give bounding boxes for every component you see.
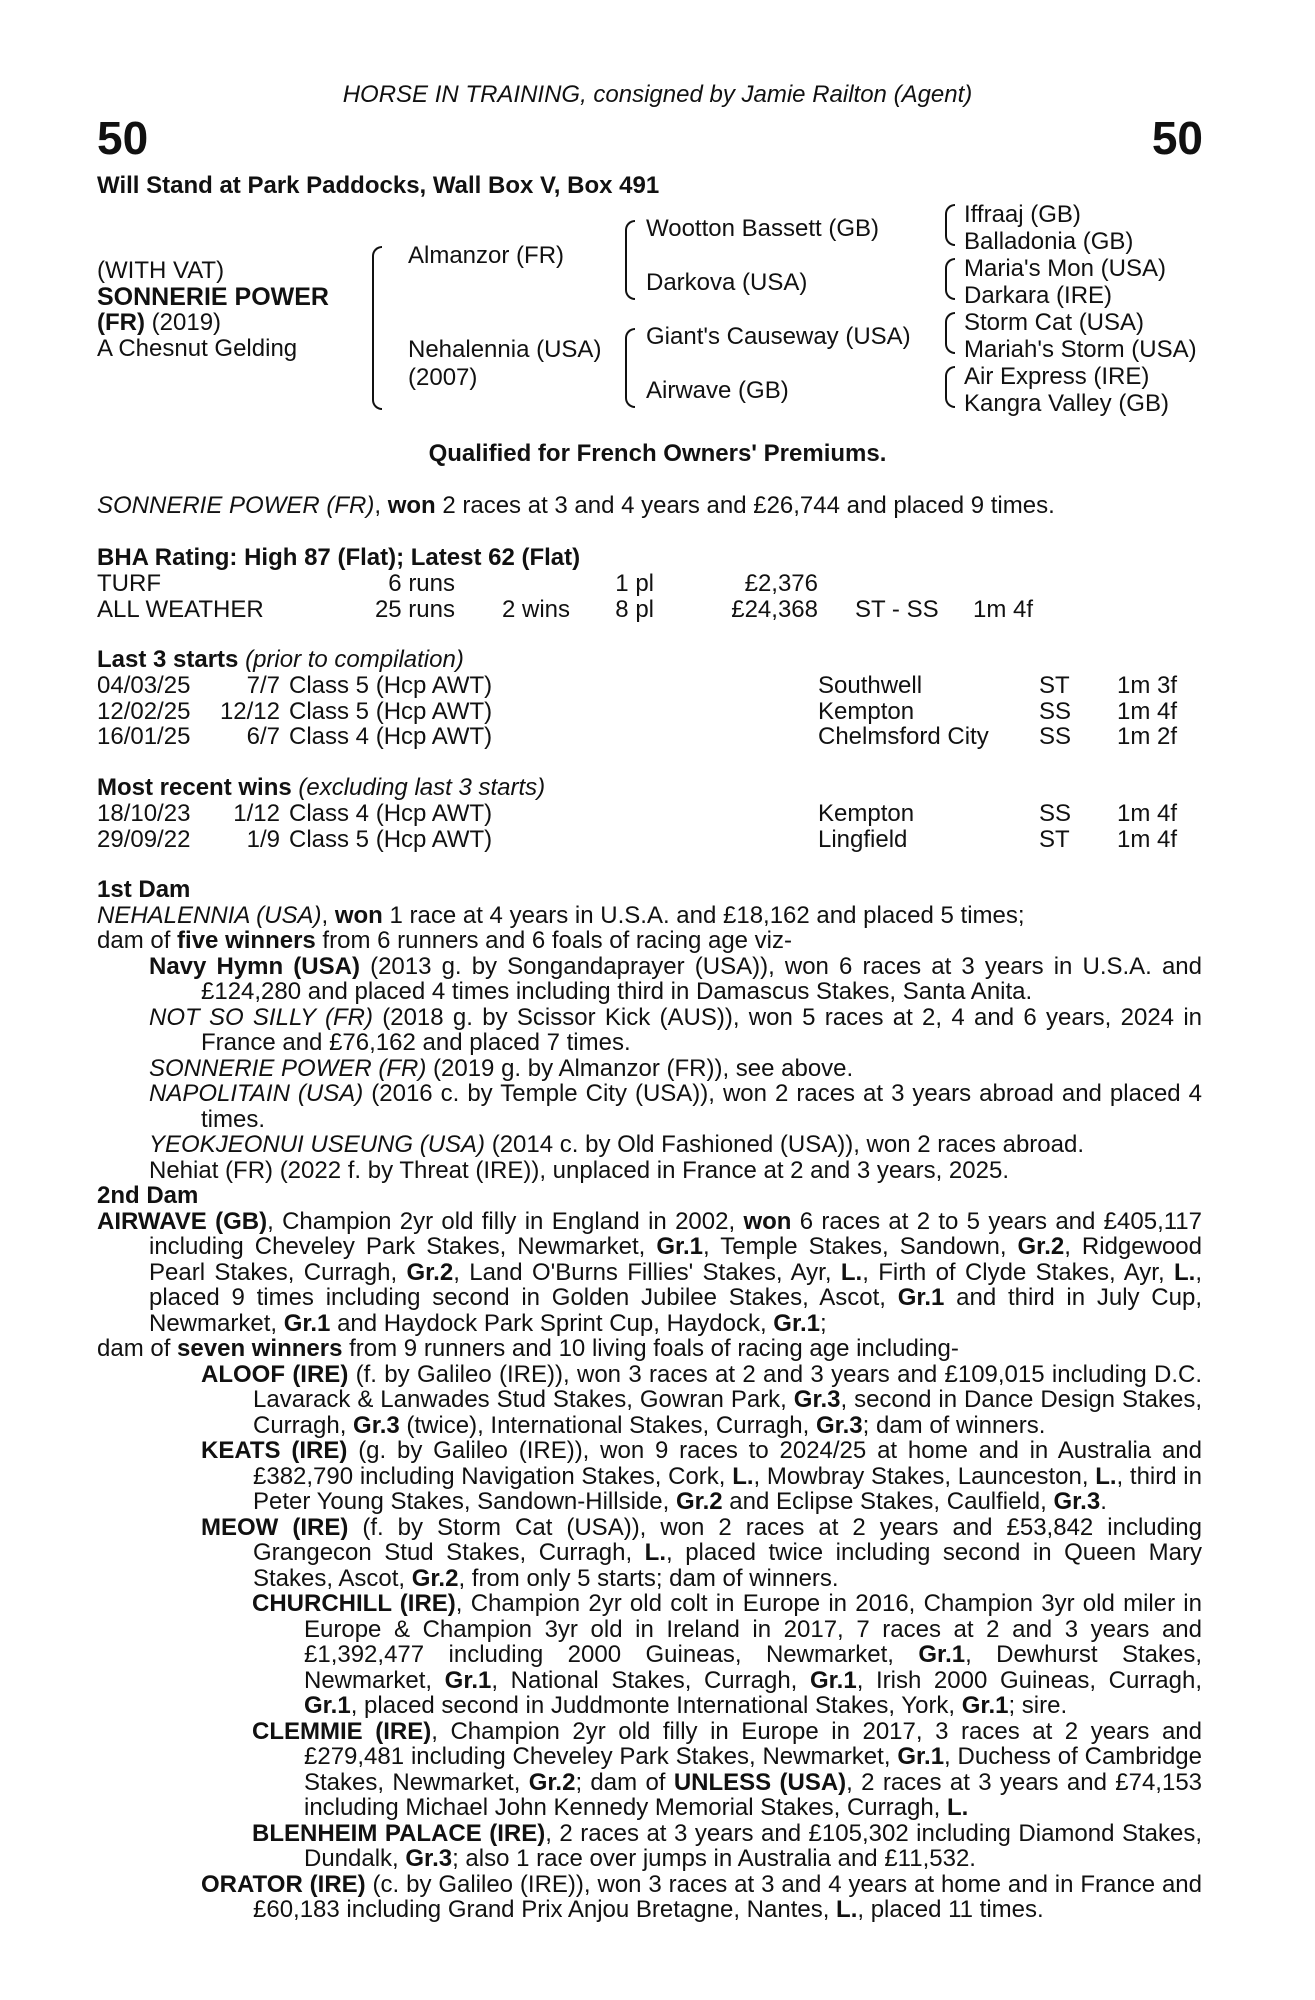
second-dam-produce: BLENHEIM PALACE (IRE), 2 races at 3 years and £105,302 including Diamond Stakes, Dundalk, Gr.3; also 1 race over jumps in Australia and £11,532. <box>252 1819 1202 1872</box>
race-distance: 1m 3f <box>1117 672 1178 699</box>
race-position: 1/12 <box>233 800 280 827</box>
pedigree-brace-ds <box>945 312 955 354</box>
race-position: 1/9 <box>246 825 280 853</box>
rating-prize: £2,376 <box>744 570 818 597</box>
second-dam-intro: AIRWAVE (GB), Champion 2yr old filly in England in 2002, won 6 races at 2 to 5 years and £405,117 including Cheveley Park Stakes, Newmarket, Gr.1, Temple Stakes, Sandown, Gr.2, Ridgewood Pearl Stakes, Curragh, Gr.2, Land O'Burns Fillies' Stakes, Ayr, L., Firth of Clyde Stakes, Ayr, L., placed 9 times including second in Golden Jubilee Stakes, Ascot, Gr.1 and third in July Cup, Newmarket, Gr.1 and Haydock Park Sprint Cup, Haydock, Gr.1; <box>97 1207 1203 1337</box>
rating-surface: ALL WEATHER <box>97 596 264 623</box>
pedigree-dam-dam: Airwave (GB) <box>646 377 789 404</box>
first-dam-line: NEHALENNIA (USA), won 1 race at 4 years in U.S.A. and £18,162 and placed 5 times; <box>97 901 1025 929</box>
rating-runs: 6 runs <box>388 570 455 597</box>
horse-name: SONNERIE POWER <box>97 283 329 311</box>
race-course: Lingfield <box>818 825 908 853</box>
second-dam-produce: MEOW (IRE) (f. by Storm Cat (USA)), won 2 races at 2 years and £53,842 including Grangecon Stud Stakes, Curragh, L., placed twice including second in Queen Mary Stakes, Ascot, Gr.2, from only 5 starts; dam of winners. <box>201 1513 1202 1592</box>
pedigree-dds: Air Express (IRE) <box>964 363 1150 390</box>
race-date: 04/03/25 <box>97 672 191 699</box>
race-distance: 1m 2f <box>1117 723 1178 750</box>
pedigree-ssd: Balladonia (GB) <box>964 228 1134 255</box>
pedigree-sire-dam: Darkova (USA) <box>646 269 808 296</box>
first-dam-heading: 1st Dam <box>97 876 191 903</box>
race-surface: ST <box>1039 825 1070 853</box>
race-distance: 1m 4f <box>1117 697 1178 725</box>
horse-description: A Chesnut Gelding <box>97 335 298 362</box>
second-dam-summary: dam of seven winners from 9 runners and 10 living foals of racing age including- <box>97 1335 959 1362</box>
first-dam-produce: NOT SO SILLY (FR) (2018 g. by Scissor Kick (AUS)), won 5 races at 2, 4 and 6 years, 2024 in France and £76,162 and placed 7 times. <box>149 1003 1203 1056</box>
second-dam-produce: KEATS (IRE) (g. by Galileo (IRE)), won 9 races to 2024/25 at home and in Australia and £382,790 including Navigation Stakes, Cork, L., Mowbray Stakes, Launceston, L., third in Peter Young Stakes, Sandown-Hillside, Gr.2 and Eclipse Stakes, Caulfield, Gr.3. <box>201 1437 1203 1515</box>
recent-wins-note: (excluding last 3 starts) <box>291 774 546 801</box>
second-dam-produce: ALOOF (IRE) (f. by Galileo (IRE)), won 3 races at 2 and 3 years and £109,015 including D.C. Lavarack & Lanwades Stud Stakes, Gowran Park, Gr.3, second in Dance Design Stakes, Curragh, Gr.3 (twice), International Stakes, Curragh, Gr.3; dam of winners. <box>201 1360 1202 1439</box>
first-dam-line: dam of five winners from 6 runners and 6 foals of racing age viz- <box>97 927 793 954</box>
rating-surface: TURF <box>97 570 161 597</box>
race-position: 12/12 <box>219 697 280 725</box>
pedigree-brace-sd <box>945 258 955 300</box>
first-dam-produce: Nehiat (FR) (2022 f. by Threat (IRE)), unplaced in France at 2 and 3 years, 2025. <box>149 1156 1009 1184</box>
rating-placed: 8 pl <box>615 596 654 623</box>
race-date: 29/09/22 <box>97 825 191 853</box>
race-class: Class 4 (Hcp AWT) <box>289 723 493 750</box>
second-dam-produce: CHURCHILL (IRE), Champion 2yr old colt in Europe in 2016, Champion 3yr old miler in Europe & Champion 3yr old in Ireland in 2017, 7 races at 2 and 3 years and £1,392,477 including 2000 Guineas, Newmarket, Gr.1, Dewhurst Stakes, Newmarket, Gr.1, National Stakes, Curragh, Gr.1, Irish 2000 Guineas, Curragh, Gr.1, placed second in Juddmonte International Stakes, York, Gr.1; sire. <box>252 1590 1202 1719</box>
pedigree-dam-year: (2007) <box>408 364 478 391</box>
race-course: Southwell <box>818 672 923 699</box>
last-starts-title: Last 3 starts <box>97 646 239 673</box>
stand-location: Will Stand at Park Paddocks, Wall Box V, Box 491 <box>97 172 660 199</box>
recent-wins-heading <box>97 775 545 801</box>
second-dam-produce: ORATOR (IRE) (c. by Galileo (IRE)), won 3 races at 3 and 4 years at home and in France and £60,183 including Grand Prix Anjou Bretagne, Nantes, L., placed 11 times. <box>201 1870 1202 1923</box>
rating-wins: 2 wins <box>501 596 570 623</box>
premium-note: Qualified for French Owners' Premiums. <box>428 440 887 467</box>
pedigree-sire: Almanzor (FR) <box>408 242 565 269</box>
lot-number-left: 50 <box>97 112 149 164</box>
race-date: 12/02/25 <box>97 697 191 725</box>
consignment-line: HORSE IN TRAINING, consigned by Jamie Railton (Agent) <box>342 81 973 108</box>
race-position: 6/7 <box>246 723 280 750</box>
rating-distance: 1m 4f <box>973 596 1034 623</box>
pedigree-brace-ss <box>945 204 955 246</box>
pedigree-sss: Iffraaj (GB) <box>964 201 1081 228</box>
vat-note: (WITH VAT) <box>97 257 225 284</box>
rating-prize: £24,368 <box>731 596 818 623</box>
pedigree-sire-sire: Wootton Bassett (GB) <box>646 215 879 242</box>
race-course: Kempton <box>818 800 915 827</box>
first-dam-produce: Navy Hymn (USA) (2013 g. by Songandaprayer (USA)), won 6 races at 3 years in U.S.A. and £124,280 and placed 4 times including third in Damascus Stakes, Santa Anita. <box>149 952 1203 1005</box>
last-starts-heading <box>97 647 464 673</box>
pedigree-brace-main <box>372 246 382 410</box>
race-position: 7/7 <box>246 672 280 699</box>
summary-won: won <box>387 492 436 519</box>
first-dam-produce: SONNERIE POWER (FR) (2019 g. by Almanzor (FR)), see above. <box>149 1054 854 1082</box>
race-surface: SS <box>1039 723 1072 750</box>
race-distance: 1m 4f <box>1117 800 1178 827</box>
last-starts-note: (prior to compilation) <box>238 646 464 673</box>
pedigree-dam: Nehalennia (USA) <box>408 336 602 363</box>
pedigree-dam-sire: Giant's Causeway (USA) <box>646 323 911 350</box>
pedigree-sdd: Darkara (IRE) <box>964 282 1113 309</box>
race-class: Class 5 (Hcp AWT) <box>289 825 493 853</box>
race-summary: SONNERIE POWER (FR), won 2 races at 3 and 4 years and £26,744 and placed 9 times. <box>97 492 1055 519</box>
race-surface: SS <box>1039 697 1072 725</box>
race-date: 16/01/25 <box>97 723 191 750</box>
horse-country-year <box>97 310 221 336</box>
rating-runs: 25 runs <box>374 596 455 623</box>
pedigree-brace-sire <box>625 220 635 300</box>
race-course: Chelmsford City <box>818 723 989 750</box>
race-class: Class 5 (Hcp AWT) <box>289 672 493 699</box>
race-distance: 1m 4f <box>1117 825 1178 853</box>
horse-year: (2019) <box>144 309 222 336</box>
pedigree-sds: Maria's Mon (USA) <box>964 255 1166 282</box>
pedigree-brace-dd <box>945 366 955 408</box>
pedigree-ddd: Kangra Valley (GB) <box>964 390 1169 417</box>
second-dam-produce: CLEMMIE (IRE), Champion 2yr old filly in Europe in 2017, 3 races at 2 years and £279,481 including Cheveley Park Stakes, Newmarket, Gr.1, Duchess of Cambridge Stakes, Newmarket, Gr.2; dam of UNLESS (USA), 2 races at 3 years and £74,153 including Michael John Kennedy Memorial Stakes, Curragh, L. <box>252 1717 1203 1821</box>
rating-placed: 1 pl <box>615 570 654 597</box>
pedigree-brace-dam <box>625 328 635 408</box>
race-date: 18/10/23 <box>97 800 191 827</box>
race-course: Kempton <box>818 697 915 725</box>
summary-horse-name: SONNERIE POWER (FR) <box>97 492 375 519</box>
dam-section <box>97 877 1202 1923</box>
race-surface: SS <box>1039 800 1072 827</box>
bha-rating: BHA Rating: High 87 (Flat); Latest 62 (Flat) <box>97 544 581 571</box>
first-dam-produce: YEOKJEONUI USEUNG (USA) (2014 c. by Old Fashioned (USA)), won 2 races abroad. <box>149 1131 1085 1158</box>
race-class: Class 4 (Hcp AWT) <box>289 800 493 827</box>
pedigree-dss: Storm Cat (USA) <box>964 309 1145 336</box>
summary-rest: 2 races at 3 and 4 years and £26,744 and placed 9 times. <box>435 492 1055 519</box>
horse-country: (FR) <box>97 309 145 336</box>
pedigree-dsd: Mariah's Storm (USA) <box>964 336 1197 363</box>
race-surface: ST <box>1039 672 1070 699</box>
first-dam-produce: NAPOLITAIN (USA) (2016 c. by Temple City (USA)), won 2 races at 3 years abroad and placed 4 times. <box>149 1080 1202 1133</box>
race-class: Class 5 (Hcp AWT) <box>289 697 493 725</box>
lot-number-right: 50 <box>1151 112 1203 164</box>
rating-going: ST - SS <box>855 596 939 623</box>
second-dam-heading: 2nd Dam <box>97 1182 199 1209</box>
recent-wins-title: Most recent wins <box>97 774 292 801</box>
